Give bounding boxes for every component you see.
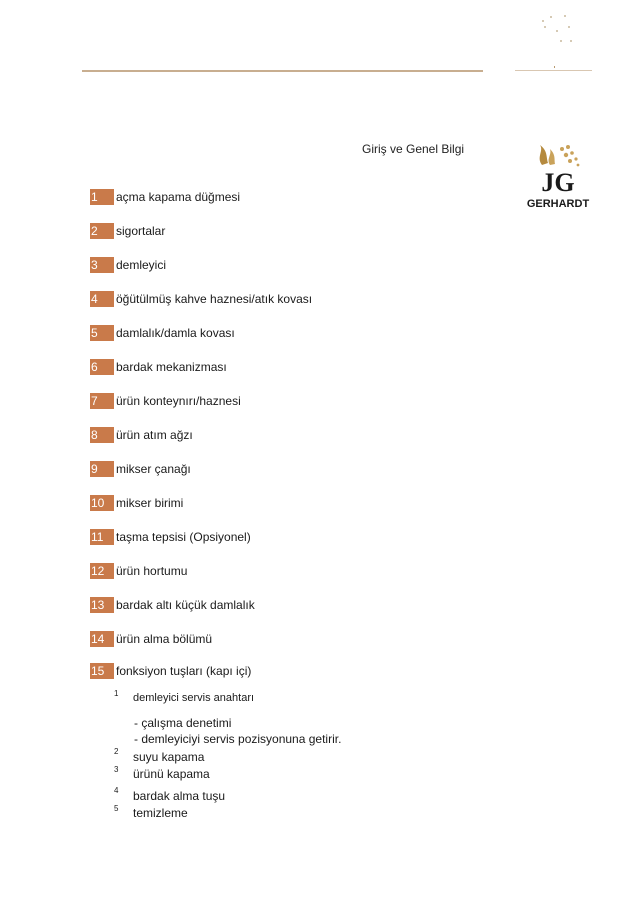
subitem-number: 2 <box>114 747 119 756</box>
item-number: 4 <box>90 291 114 307</box>
item-label: ürün hortumu <box>116 564 188 578</box>
subitem-number: 4 <box>114 786 119 795</box>
item-label: bardak altı küçük damlalık <box>116 598 255 612</box>
item-label: mikser birimi <box>116 496 184 510</box>
subitem-number: 3 <box>114 765 119 774</box>
item-number: 11 <box>90 529 114 545</box>
subitem-note: - demleyiciyi servis pozisyonuna getirir. <box>134 732 342 746</box>
item-label: mikser çanağı <box>116 462 191 476</box>
svg-text:GERHARDT: GERHARDT <box>526 198 590 210</box>
svg-text:JG: JG <box>541 168 575 197</box>
subitem-number: 5 <box>114 804 119 813</box>
item-number: 13 <box>90 597 114 613</box>
list-item <box>90 631 212 647</box>
item-number: 12 <box>90 563 114 579</box>
item-label: ürün konteynırı/haznesi <box>116 394 241 408</box>
list-item <box>90 291 312 307</box>
list-item <box>90 663 251 679</box>
list-item <box>90 597 255 613</box>
list-item <box>90 223 165 239</box>
item-label: açma kapama düğmesi <box>116 190 241 204</box>
item-number: 2 <box>90 223 114 239</box>
item-number: 6 <box>90 359 114 375</box>
subitem-label: temizleme <box>133 806 188 820</box>
item-number: 8 <box>90 427 114 443</box>
item-number: 5 <box>90 325 114 341</box>
item-number: 14 <box>90 631 114 647</box>
list-item <box>90 359 227 375</box>
list-item <box>90 461 191 477</box>
header-tick <box>554 66 555 68</box>
item-number: 15 <box>90 663 114 679</box>
item-label: sigortalar <box>116 224 166 238</box>
item-label: ürün alma bölümü <box>116 632 213 646</box>
list-item <box>90 325 235 341</box>
list-item <box>90 427 193 443</box>
item-label: ürün atım ağzı <box>116 428 193 442</box>
subitem-number: 1 <box>114 689 119 698</box>
item-label: damlalık/damla kovası <box>116 326 235 340</box>
item-number: 7 <box>90 393 114 409</box>
list-item <box>90 495 183 511</box>
list-item <box>90 563 187 579</box>
item-label: taşma tepsisi (Opsiyonel) <box>116 530 251 544</box>
item-number: 9 <box>90 461 114 477</box>
decorative-dots <box>536 12 576 52</box>
item-label: demleyici <box>116 258 167 272</box>
page-title: Giriş ve Genel Bilgi <box>362 142 465 156</box>
subitem-note: - çalışma denetimi <box>134 716 232 730</box>
subitem-label: bardak alma tuşu <box>133 789 226 803</box>
item-label: bardak mekanizması <box>116 360 227 374</box>
subitem-label: demleyici servis anahtarı <box>133 692 255 704</box>
header-rule <box>82 70 483 72</box>
item-number: 1 <box>90 189 114 205</box>
list-item <box>90 529 251 545</box>
subitem-label: ürünü kapama <box>133 767 210 781</box>
item-number: 10 <box>90 495 114 511</box>
header-rule-right <box>515 70 592 71</box>
gerhardt-logo <box>520 143 596 213</box>
list-item <box>90 257 166 273</box>
list-item <box>90 189 240 205</box>
subitem-label: suyu kapama <box>133 750 205 764</box>
item-label: fonksiyon tuşları (kapı içi) <box>116 664 252 678</box>
item-label: öğütülmüş kahve haznesi/atık kovası <box>116 292 313 306</box>
item-number: 3 <box>90 257 114 273</box>
list-item <box>90 393 241 409</box>
